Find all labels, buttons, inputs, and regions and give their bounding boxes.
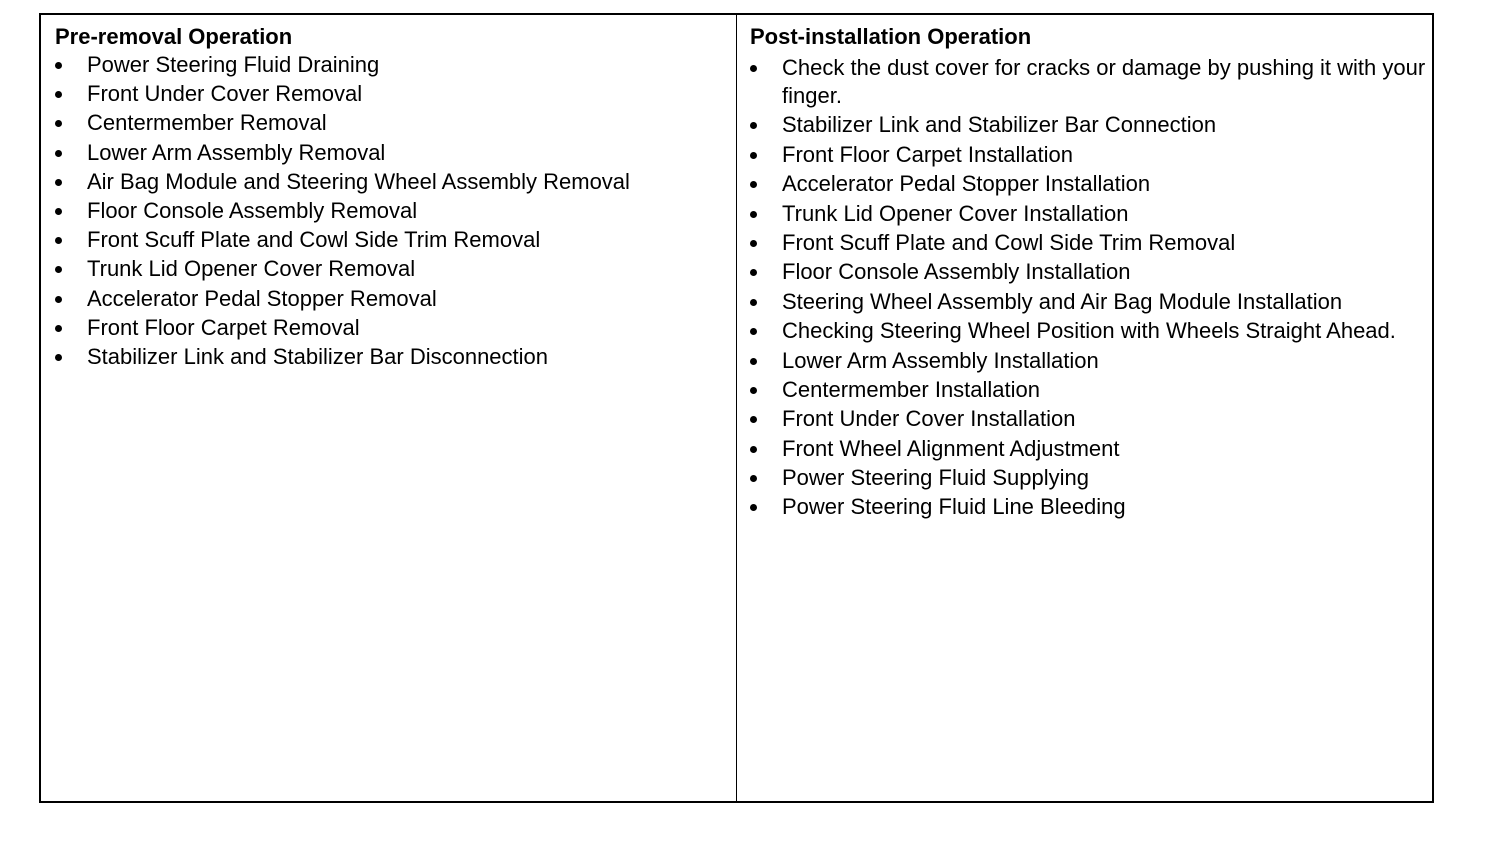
list-item: [55, 139, 736, 167]
list-item: [55, 314, 736, 342]
list-item-label: Front Scuff Plate and Cowl Side Trim Removal: [782, 229, 1236, 255]
list-item-label: Accelerator Pedal Stopper Installation: [782, 171, 1151, 197]
bullet-icon: [750, 475, 757, 482]
list-item-label: Front Floor Carpet Installation: [782, 141, 1074, 167]
bullet-icon: [750, 328, 757, 335]
list-item-label: Stabilizer Link and Stabilizer Bar Connection: [782, 112, 1217, 138]
bullet-icon: [55, 150, 62, 157]
pre-removal-list: [55, 51, 736, 371]
list-item-label: Check the dust cover for cracks or damage by pushing it with your finger.: [782, 55, 1426, 108]
bullet-icon: [750, 181, 757, 188]
list-item-label: Stabilizer Link and Stabilizer Bar Disconnection: [87, 343, 549, 369]
bullet-icon: [750, 299, 757, 306]
list-item: [55, 197, 736, 225]
list-item: [55, 80, 736, 108]
list-item: [750, 435, 1432, 463]
list-item-label: Lower Arm Assembly Removal: [87, 139, 386, 165]
list-item: [55, 285, 736, 313]
post-installation-title: Post-installation Operation: [750, 24, 1032, 49]
list-item-label: Floor Console Assembly Removal: [87, 197, 418, 223]
list-item-label: Centermember Installation: [782, 376, 1041, 402]
list-item: [55, 109, 736, 137]
list-item: [750, 464, 1432, 492]
list-item: [750, 405, 1432, 433]
bullet-icon: [55, 296, 62, 303]
bullet-icon: [750, 269, 757, 276]
list-item: [750, 141, 1432, 169]
list-item: [750, 258, 1432, 286]
bullet-icon: [55, 120, 62, 127]
list-item-label: Power Steering Fluid Line Bleeding: [782, 494, 1126, 520]
list-item-label: Front Scuff Plate and Cowl Side Trim Removal: [87, 227, 541, 253]
list-item: [750, 170, 1432, 198]
list-item-label: Front Floor Carpet Removal: [87, 314, 360, 340]
list-item-label: Trunk Lid Opener Cover Removal: [87, 256, 416, 282]
bullet-icon: [750, 240, 757, 247]
list-item: [55, 168, 736, 196]
list-item: [750, 54, 1432, 110]
bullet-icon: [750, 122, 757, 129]
list-item: [750, 493, 1432, 521]
bullet-icon: [55, 208, 62, 215]
list-item-label: Front Under Cover Removal: [87, 81, 363, 107]
bullet-icon: [55, 354, 62, 361]
operations-table: [39, 13, 1434, 803]
list-item-label: Accelerator Pedal Stopper Removal: [87, 285, 437, 311]
list-item-label: Steering Wheel Assembly and Air Bag Module Installation: [782, 288, 1343, 314]
bullet-icon: [750, 446, 757, 453]
list-item-label: Centermember Removal: [87, 110, 327, 136]
list-item: [750, 200, 1432, 228]
list-item-label: Trunk Lid Opener Cover Installation: [782, 200, 1129, 226]
bullet-icon: [55, 237, 62, 244]
bullet-icon: [55, 62, 62, 69]
pre-removal-column: [41, 15, 737, 801]
bullet-icon: [750, 211, 757, 218]
post-installation-list: [750, 54, 1432, 521]
list-item: [750, 288, 1432, 316]
list-item-label: Front Under Cover Installation: [782, 406, 1076, 432]
bullet-icon: [750, 65, 757, 72]
list-item-label: Power Steering Fluid Supplying: [782, 465, 1089, 491]
bullet-icon: [750, 152, 757, 159]
list-item-label: Floor Console Assembly Installation: [782, 259, 1131, 285]
bullet-icon: [55, 179, 62, 186]
bullet-icon: [55, 325, 62, 332]
list-item-label: Lower Arm Assembly Installation: [782, 347, 1099, 373]
list-item: [55, 226, 736, 254]
list-item-label: Front Wheel Alignment Adjustment: [782, 435, 1120, 461]
post-installation-column: [737, 15, 1432, 801]
list-item: [55, 255, 736, 283]
list-item: [750, 111, 1432, 139]
bullet-icon: [55, 266, 62, 273]
list-item: [750, 376, 1432, 404]
list-item-label: Checking Steering Wheel Position with Wheels Straight Ahead.: [782, 318, 1396, 344]
list-item: [750, 347, 1432, 375]
bullet-icon: [750, 358, 757, 365]
list-item: [55, 51, 736, 79]
bullet-icon: [750, 387, 757, 394]
bullet-icon: [750, 416, 757, 423]
list-item: [55, 343, 736, 371]
list-item-label: Air Bag Module and Steering Wheel Assembly Removal: [87, 168, 630, 194]
list-item-label: Power Steering Fluid Draining: [87, 52, 380, 77]
list-item: [750, 317, 1432, 345]
pre-removal-title: Pre-removal Operation: [55, 24, 293, 49]
bullet-icon: [750, 504, 757, 511]
list-item: [750, 229, 1432, 257]
bullet-icon: [55, 91, 62, 98]
